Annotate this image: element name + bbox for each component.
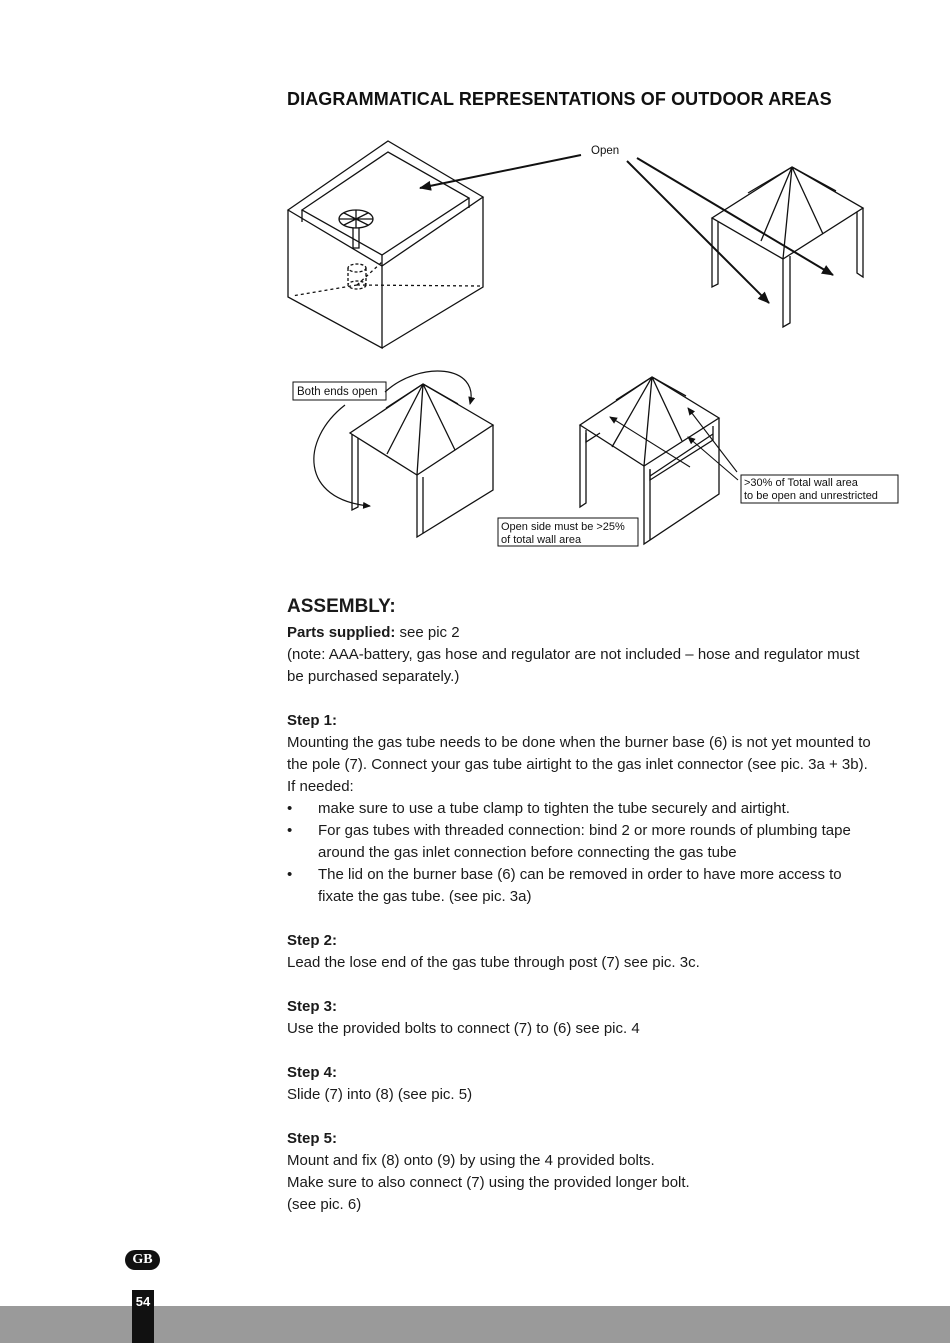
label-wall-area-line-2: to be open and unrestricted	[744, 490, 878, 502]
assembly-note: (note: AAA-battery, gas hose and regulator are not included – hose and regulator must be purchased separately.)	[287, 646, 860, 685]
wall-area-arrow-1	[610, 417, 690, 467]
assembly-title: ASSEMBLY:	[287, 596, 396, 617]
wall-area-arrow-2	[688, 408, 737, 472]
step-5-text-1: Mount and fix (8) onto (9) by using the 4 provided bolts.	[287, 1152, 655, 1169]
step-2-title: Step 2:	[287, 932, 338, 949]
page-number: 54	[135, 1294, 151, 1309]
parts-supplied	[287, 622, 877, 644]
step-5-text-3: (see pic. 6)	[287, 1196, 362, 1213]
open-arrow-gazebo-1	[627, 161, 769, 303]
outdoor-areas-diagram	[0, 0, 950, 560]
list-item: • make sure to use a tube clamp to tighten the tube securely and airtight.	[287, 800, 790, 817]
wall-area-arrow-3	[688, 437, 738, 480]
step-3-title: Step 3:	[287, 998, 338, 1015]
parts-supplied-text: see pic 2	[395, 624, 460, 641]
step-1-title: Step 1:	[287, 712, 338, 729]
open-arrow-box	[420, 155, 581, 188]
parts-supplied-label: Parts supplied:	[287, 624, 396, 641]
step-2-text: Lead the lose end of the gas tube through post (7) see pic. 3c.	[287, 954, 700, 971]
step-5-text-2: Make sure to also connect (7) using the provided longer bolt.	[287, 1174, 690, 1191]
label-open-side-line-1: Open side must be >25%	[501, 521, 625, 533]
step-3-text: Use the provided bolts to connect (7) to (6) see pic. 4	[287, 1020, 640, 1037]
step-1-bullets	[287, 798, 877, 908]
step-4-title: Step 4:	[287, 1064, 338, 1081]
list-item: • For gas tubes with threaded connection: bind 2 or more rounds of plumbing tape around the gas inlet connection before connecting the gas tube	[287, 822, 851, 861]
list-item: • The lid on the burner base (6) can be removed in order to have more access to fixate the gas tube. (see pic. 3a)	[287, 866, 842, 905]
gazebo-both-ends-open	[350, 384, 493, 537]
open-arrow-gazebo-2	[637, 158, 833, 275]
label-both-ends: Both ends open	[297, 386, 378, 398]
page-heading: DIAGRAMMATICAL REPRESENTATIONS OF OUTDOOR AREAS	[287, 89, 832, 109]
label-wall-area-line-1: >30% of Total wall area	[744, 477, 858, 489]
label-open: Open	[591, 145, 620, 157]
label-open-side-line-2: of total wall area	[501, 534, 582, 546]
language-badge: GB	[125, 1250, 160, 1270]
step-4-text: Slide (7) into (8) (see pic. 5)	[287, 1086, 473, 1103]
both-ends-curve-arrow-bottom	[314, 405, 370, 506]
assembly-section	[287, 594, 877, 1216]
step-5-title: Step 5:	[287, 1130, 338, 1147]
step-1-text: Mounting the gas tube needs to be done when the burner base (6) is not yet mounted to the pole (7). Connect your gas tube airtight to the gas inlet connector (see pic. 3a + 3b). If needed:	[287, 734, 871, 795]
open-box-enclosure	[288, 141, 483, 348]
